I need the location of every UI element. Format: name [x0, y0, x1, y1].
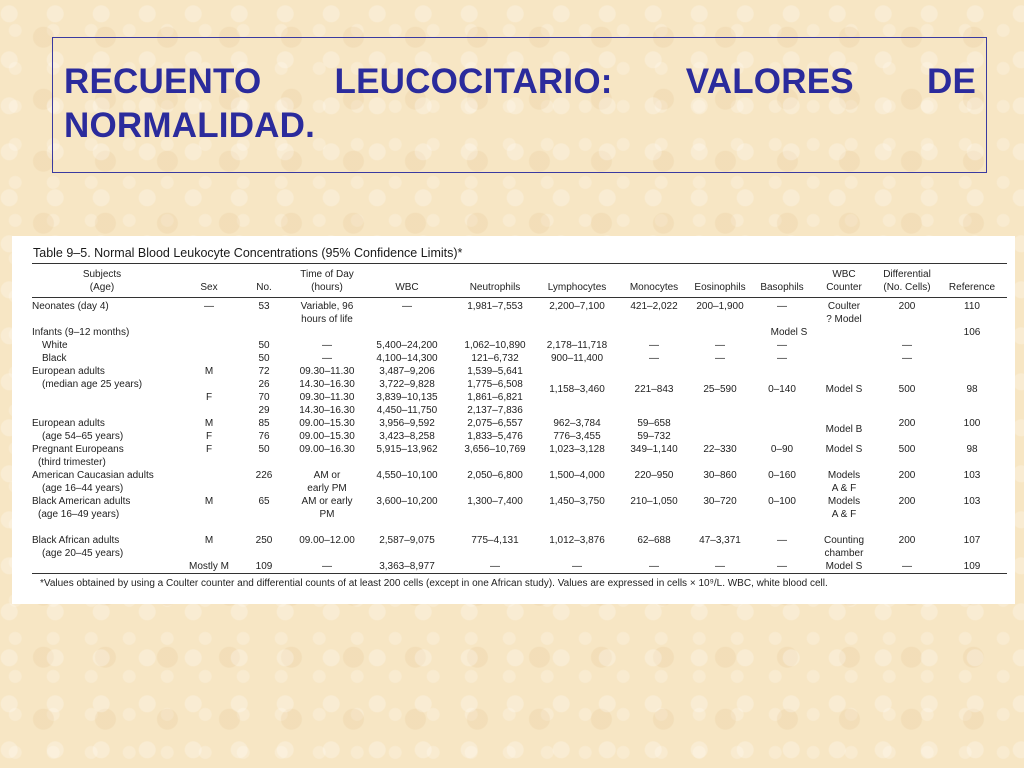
cell-time: Variable, 96	[300, 301, 354, 312]
cell-counter: Counting	[823, 535, 865, 546]
cell-time: hours of life	[301, 314, 353, 325]
cell-counter: Models	[827, 496, 861, 507]
cell-counter: A & F	[831, 509, 857, 520]
cell-lymphocytes: 2,200–7,100	[549, 301, 605, 312]
cell-neutrophils: 3,656–10,769	[464, 444, 526, 455]
cell-subject: (age 20–45 years)	[42, 548, 124, 559]
cell-eosinophils: —	[715, 353, 725, 364]
table-rule-bottom	[32, 573, 1007, 574]
cell-monocytes: 421–2,022	[630, 301, 678, 312]
cell-eosinophils: 30–860	[703, 470, 737, 481]
header-lymphocytes: Lymphocytes	[547, 282, 607, 293]
header-reference: Reference	[948, 282, 996, 293]
cell-lymphocytes: 1,450–3,750	[549, 496, 605, 507]
header-basophils: Basophils	[760, 282, 804, 293]
slide-title: RECUENTO LEUCOCITARIO: VALORES DE NORMALIDAD.	[64, 62, 976, 145]
cell-neutrophils: —	[490, 561, 500, 572]
cell-subject: Neonates (day 4)	[32, 301, 109, 312]
header-neutrophils: Neutrophils	[469, 282, 521, 293]
cell-wbc: 3,423–8,258	[379, 431, 435, 442]
cell-reference: 110	[964, 301, 980, 312]
cell-no: 109	[255, 561, 273, 572]
cell-lymphocytes: 776–3,455	[553, 431, 601, 442]
cell-lymphocytes: 1,500–4,000	[549, 470, 605, 481]
cell-no: 26	[258, 379, 270, 390]
cell-no: 53	[258, 301, 270, 312]
cell-monocytes: —	[649, 561, 659, 572]
cell-time: 14.30–16.30	[299, 379, 355, 390]
cell-no: 65	[258, 496, 270, 507]
cell-neutrophils: 1,861–6,821	[467, 392, 523, 403]
cell-differential: —	[902, 340, 912, 351]
header-differential: Differential	[883, 269, 931, 280]
cell-reference: 103	[963, 470, 981, 481]
cell-wbc: 3,722–9,828	[379, 379, 435, 390]
cell-time: 09.00–15.30	[299, 418, 355, 429]
cell-no: 70	[258, 392, 270, 403]
cell-lymphocytes: 2,178–11,718	[546, 340, 608, 351]
table-caption: Table 9–5. Normal Blood Leukocyte Concentrations (95% Confidence Limits)*	[33, 246, 463, 260]
cell-subject: (age 54–65 years)	[42, 431, 124, 442]
cell-basophils: 0–100	[768, 496, 796, 507]
cell-basophils: 0–90	[770, 444, 794, 455]
cell-neutrophils: 775–4,131	[471, 535, 519, 546]
cell-neutrophils: 1,775–6,508	[467, 379, 523, 390]
cell-wbc: —	[402, 301, 412, 312]
cell-counter: Model S	[825, 561, 863, 572]
cell-reference: 98	[966, 444, 978, 455]
cell-neutrophils: 2,050–6,800	[467, 470, 523, 481]
cell-differential: —	[902, 353, 912, 364]
cell-neutrophils: 1,539–5,641	[467, 366, 523, 377]
cell-no: 226	[255, 470, 273, 481]
cell-subject: European adults	[32, 366, 105, 377]
header-wbc: WBC	[395, 282, 419, 293]
cell-time: PM	[319, 509, 335, 520]
cell-wbc: 3,956–9,592	[379, 418, 435, 429]
cell-time: —	[322, 353, 332, 364]
cell-monocytes: 62–688	[637, 535, 671, 546]
header-time-of-day: Time of Day	[300, 269, 354, 280]
cell-neutrophils: 1,062–10,890	[464, 340, 526, 351]
cell-monocytes: 221–843	[634, 384, 674, 395]
cell-lymphocytes: 900–11,400	[550, 353, 604, 364]
cell-subject: American Caucasian adults	[32, 470, 154, 481]
cell-no: 85	[258, 418, 270, 429]
cell-wbc: 3,363–8,977	[379, 561, 435, 572]
cell-basophils: 0–160	[768, 470, 796, 481]
cell-wbc: 3,600–10,200	[376, 496, 438, 507]
cell-differential: —	[902, 561, 912, 572]
cell-basophils: —	[777, 301, 787, 312]
cell-counter: Models	[827, 470, 861, 481]
cell-subject: European adults	[32, 418, 105, 429]
cell-neutrophils: 1,981–7,553	[467, 301, 523, 312]
header-wbc-counter: WBC	[832, 269, 856, 280]
header-no-cells: (No. Cells)	[883, 282, 931, 293]
cell-sex: F	[205, 392, 213, 403]
cell-no: 76	[258, 431, 270, 442]
cell-eosinophils: 200–1,900	[696, 301, 744, 312]
cell-monocytes: —	[649, 340, 659, 351]
cell-wbc: 4,100–14,300	[376, 353, 438, 364]
cell-counter: Coulter	[827, 301, 861, 312]
cell-subject: (age 16–49 years)	[38, 509, 120, 520]
cell-differential: 200	[898, 470, 916, 481]
cell-time: 09.30–11.30	[299, 392, 355, 403]
cell-sex: M	[204, 418, 214, 429]
cell-differential: 500	[898, 384, 916, 395]
cell-no: 50	[258, 340, 270, 351]
cell-no: 50	[258, 444, 270, 455]
cell-differential: 500	[898, 444, 916, 455]
cell-counter: chamber	[824, 548, 864, 559]
cell-basophils: —	[777, 353, 787, 364]
cell-monocytes: 349–1,140	[630, 444, 678, 455]
cell-neutrophils: 2,137–7,836	[467, 405, 523, 416]
cell-counter: Model S	[825, 384, 863, 395]
slide-title-box	[52, 37, 987, 173]
cell-lymphocytes: 1,023–3,128	[549, 444, 605, 455]
header-subjects: Subjects	[82, 269, 122, 280]
cell-time: 09.00–12.00	[299, 535, 355, 546]
cell-time: AM or early	[301, 496, 353, 507]
header-monocytes: Monocytes	[629, 282, 679, 293]
table-footnote: *Values obtained by using a Coulter counter and differential counts of at least 200 cells (except in one African study). Values are expressed in cells × 10⁹/L. WBC, white blood cell.	[40, 578, 828, 589]
cell-time: 09.30–11.30	[299, 366, 355, 377]
cell-no: 72	[258, 366, 270, 377]
cell-neutrophils: 121–6,732	[471, 353, 519, 364]
cell-wbc: 3,839–10,135	[376, 392, 438, 403]
cell-sex: F	[205, 431, 213, 442]
cell-neutrophils: 1,833–5,476	[467, 431, 523, 442]
cell-monocytes: —	[649, 353, 659, 364]
cell-time: 14.30–16.30	[299, 405, 355, 416]
cell-counter: A & F	[831, 483, 857, 494]
header-hours: (hours)	[311, 282, 343, 293]
cell-eosinophils: 22–330	[703, 444, 737, 455]
header-sex: Sex	[200, 282, 218, 293]
cell-sex: M	[204, 535, 214, 546]
cell-counter: Model S	[770, 327, 808, 338]
cell-monocytes: 210–1,050	[630, 496, 678, 507]
cell-sex: Mostly M	[189, 561, 229, 572]
cell-reference: 100	[963, 418, 981, 429]
cell-subject: (third trimester)	[38, 457, 106, 468]
cell-lymphocytes: 1,158–3,460	[549, 384, 605, 395]
cell-subject: Black	[42, 353, 67, 364]
cell-wbc: 5,400–24,200	[376, 340, 438, 351]
cell-sex: M	[204, 496, 214, 507]
cell-time: 09.00–16.30	[299, 444, 355, 455]
cell-eosinophils: 47–3,371	[699, 535, 741, 546]
cell-differential: 200	[898, 496, 916, 507]
cell-monocytes: 59–658	[637, 418, 671, 429]
cell-no: 50	[258, 353, 270, 364]
cell-subject: Black African adults	[32, 535, 120, 546]
cell-reference: 98	[966, 384, 978, 395]
cell-differential: 200	[898, 535, 916, 546]
cell-lymphocytes: —	[572, 561, 582, 572]
cell-wbc: 4,450–11,750	[376, 405, 438, 416]
cell-reference: 103	[963, 496, 981, 507]
cell-subject: Infants (9–12 months)	[32, 327, 130, 338]
cell-counter: Model B	[825, 424, 863, 435]
header-counter: Counter	[826, 282, 862, 293]
cell-counter: ? Model	[826, 314, 862, 325]
cell-subject: (median age 25 years)	[42, 379, 143, 390]
cell-time: early PM	[307, 483, 347, 494]
cell-reference: 109	[963, 561, 981, 572]
cell-lymphocytes: 1,012–3,876	[549, 535, 605, 546]
header-age: (Age)	[89, 282, 115, 293]
cell-reference: 107	[963, 535, 981, 546]
cell-eosinophils: 30–720	[703, 496, 737, 507]
cell-time: —	[322, 561, 332, 572]
cell-basophils: —	[777, 535, 787, 546]
header-eosinophils: Eosinophils	[694, 282, 746, 293]
cell-basophils: —	[777, 340, 787, 351]
cell-eosinophils: —	[715, 340, 725, 351]
cell-lymphocytes: 962–3,784	[553, 418, 601, 429]
cell-time: 09.00–15.30	[299, 431, 355, 442]
cell-reference: 106	[963, 327, 981, 338]
cell-neutrophils: 2,075–6,557	[467, 418, 523, 429]
leukocyte-table	[12, 236, 1015, 604]
table-rule-header	[32, 297, 1007, 298]
table-rule-top	[32, 263, 1007, 264]
cell-wbc: 5,915–13,962	[376, 444, 438, 455]
cell-subject: Black American adults	[32, 496, 131, 507]
cell-basophils: —	[777, 561, 787, 572]
header-no: No.	[256, 282, 272, 293]
cell-subject: Pregnant Europeans	[32, 444, 124, 455]
cell-subject: (age 16–44 years)	[42, 483, 124, 494]
cell-differential: 200	[898, 418, 916, 429]
cell-time: —	[322, 340, 332, 351]
cell-subject: White	[42, 340, 68, 351]
cell-basophils: 0–140	[768, 384, 796, 395]
cell-sex: —	[204, 301, 214, 312]
cell-wbc: 2,587–9,075	[379, 535, 435, 546]
cell-neutrophils: 1,300–7,400	[467, 496, 523, 507]
cell-wbc: 3,487–9,206	[379, 366, 435, 377]
cell-wbc: 4,550–10,100	[376, 470, 438, 481]
cell-differential: 200	[898, 301, 916, 312]
cell-no: 250	[255, 535, 273, 546]
cell-counter: Model S	[825, 444, 863, 455]
cell-time: AM or	[313, 470, 341, 481]
cell-sex: F	[205, 444, 213, 455]
cell-monocytes: 220–950	[634, 470, 674, 481]
cell-sex: M	[204, 366, 214, 377]
cell-no: 29	[258, 405, 270, 416]
cell-monocytes: 59–732	[637, 431, 671, 442]
cell-eosinophils: 25–590	[703, 384, 737, 395]
cell-eosinophils: —	[715, 561, 725, 572]
